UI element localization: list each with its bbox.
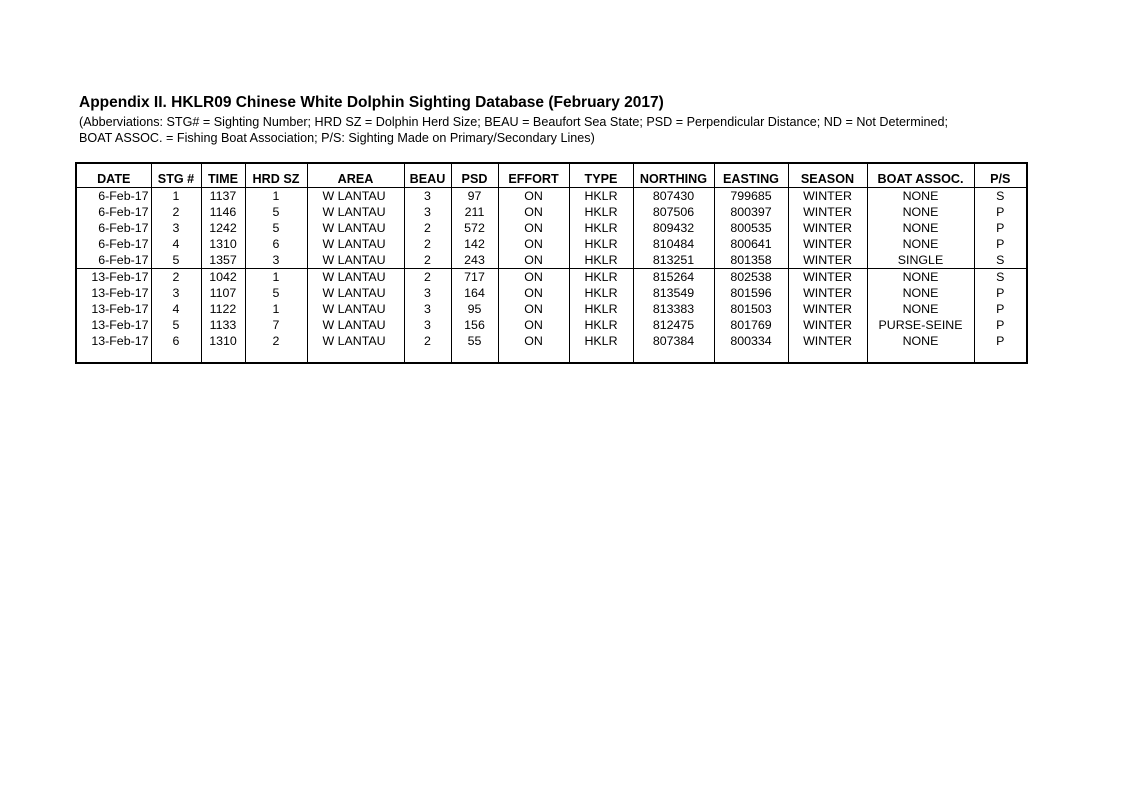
cell-season: WINTER <box>788 236 867 252</box>
cell-type: HKLR <box>569 188 633 205</box>
cell-time: 1357 <box>201 252 245 269</box>
cell-easting: 800535 <box>714 220 788 236</box>
filler-cell <box>974 349 1026 364</box>
cell-stg: 3 <box>151 285 201 301</box>
table-row <box>77 188 1026 205</box>
cell-boat-assoc: NONE <box>867 285 974 301</box>
filler-cell <box>307 349 404 364</box>
cell-northing: 812475 <box>633 317 714 333</box>
abbreviations-line-1: (Abberviations: STG# = Sighting Number; HRD SZ = Dolphin Herd Size; BEAU = Beaufort Sea State; PSD = Perpendicular Distance; ND = Not Determined; <box>79 115 949 129</box>
col-header-beau: BEAU <box>404 164 451 188</box>
cell-northing: 810484 <box>633 236 714 252</box>
cell-stg: 1 <box>151 188 201 205</box>
cell-effort: ON <box>498 252 569 269</box>
cell-season: WINTER <box>788 301 867 317</box>
cell-time: 1133 <box>201 317 245 333</box>
cell-effort: ON <box>498 333 569 349</box>
cell-hrd-sz: 5 <box>245 220 307 236</box>
cell-type: HKLR <box>569 236 633 252</box>
cell-ps: P <box>974 220 1026 236</box>
sighting-table-frame <box>75 162 1028 364</box>
cell-stg: 2 <box>151 204 201 220</box>
cell-hrd-sz: 2 <box>245 333 307 349</box>
cell-northing: 807384 <box>633 333 714 349</box>
cell-ps: P <box>974 285 1026 301</box>
cell-ps: P <box>974 317 1026 333</box>
cell-type: HKLR <box>569 317 633 333</box>
filler-cell <box>498 349 569 364</box>
cell-date: 6-Feb-17 <box>98 237 149 251</box>
table-row <box>77 285 1026 301</box>
cell-ps: P <box>974 204 1026 220</box>
cell-northing: 813383 <box>633 301 714 317</box>
cell-season: WINTER <box>788 252 867 269</box>
cell-time: 1042 <box>201 269 245 286</box>
col-header-psd: PSD <box>451 164 498 188</box>
table-row <box>77 220 1026 236</box>
cell-effort: ON <box>498 269 569 286</box>
cell-psd: 211 <box>451 204 498 220</box>
cell-psd: 97 <box>451 188 498 205</box>
cell-ps: P <box>974 236 1026 252</box>
cell-area: W LANTAU <box>307 285 404 301</box>
cell-time: 1146 <box>201 204 245 220</box>
filler-cell <box>151 349 201 364</box>
table-row <box>77 236 1026 252</box>
cell-boat-assoc: SINGLE <box>867 252 974 269</box>
cell-hrd-sz: 6 <box>245 236 307 252</box>
cell-season: WINTER <box>788 220 867 236</box>
table-row <box>77 204 1026 220</box>
cell-effort: ON <box>498 317 569 333</box>
filler-cell <box>201 349 245 364</box>
cell-psd: 717 <box>451 269 498 286</box>
cell-type: HKLR <box>569 269 633 286</box>
filler-cell <box>404 349 451 364</box>
col-header-northing: NORTHING <box>633 164 714 188</box>
cell-hrd-sz: 5 <box>245 204 307 220</box>
cell-date: 13-Feb-17 <box>91 302 149 316</box>
cell-season: WINTER <box>788 317 867 333</box>
col-header-area: AREA <box>307 164 404 188</box>
cell-date: 6-Feb-17 <box>98 189 149 203</box>
cell-area: W LANTAU <box>307 220 404 236</box>
cell-boat-assoc: NONE <box>867 301 974 317</box>
cell-time: 1310 <box>201 333 245 349</box>
cell-northing: 813549 <box>633 285 714 301</box>
cell-ps: P <box>974 333 1026 349</box>
cell-type: HKLR <box>569 220 633 236</box>
cell-area: W LANTAU <box>307 333 404 349</box>
abbreviations-line-2: BOAT ASSOC. = Fishing Boat Association; P/S: Sighting Made on Primary/Secondary Lines) <box>79 131 595 145</box>
filler-cell <box>714 349 788 364</box>
filler-cell <box>633 349 714 364</box>
cell-easting: 802538 <box>714 269 788 286</box>
cell-hrd-sz: 5 <box>245 285 307 301</box>
cell-effort: ON <box>498 204 569 220</box>
cell-type: HKLR <box>569 252 633 269</box>
cell-beau: 3 <box>404 285 451 301</box>
sighting-table <box>77 164 1026 364</box>
cell-time: 1137 <box>201 188 245 205</box>
cell-type: HKLR <box>569 204 633 220</box>
cell-beau: 2 <box>404 220 451 236</box>
cell-boat-assoc: NONE <box>867 236 974 252</box>
cell-ps: P <box>974 301 1026 317</box>
filler-cell <box>569 349 633 364</box>
cell-easting: 801358 <box>714 252 788 269</box>
cell-stg: 6 <box>151 333 201 349</box>
cell-easting: 801769 <box>714 317 788 333</box>
filler-cell <box>245 349 307 364</box>
cell-effort: ON <box>498 285 569 301</box>
cell-effort: ON <box>498 220 569 236</box>
cell-psd: 164 <box>451 285 498 301</box>
cell-beau: 2 <box>404 269 451 286</box>
cell-area: W LANTAU <box>307 236 404 252</box>
cell-area: W LANTAU <box>307 317 404 333</box>
abbreviations-note <box>79 114 948 146</box>
cell-effort: ON <box>498 236 569 252</box>
filler-cell <box>867 349 974 364</box>
cell-ps: S <box>974 188 1026 205</box>
cell-date: 13-Feb-17 <box>77 269 151 286</box>
cell-type: HKLR <box>569 333 633 349</box>
cell-stg: 3 <box>151 220 201 236</box>
col-header-boat-assoc: BOAT ASSOC. <box>867 164 974 188</box>
col-header-easting: EASTING <box>714 164 788 188</box>
cell-northing: 809432 <box>633 220 714 236</box>
cell-hrd-sz: 1 <box>245 188 307 205</box>
cell-beau: 2 <box>404 333 451 349</box>
cell-season: WINTER <box>788 285 867 301</box>
cell-northing: 813251 <box>633 252 714 269</box>
table-row <box>77 269 1026 286</box>
col-header-stg: STG # <box>151 164 201 188</box>
cell-time: 1122 <box>201 301 245 317</box>
cell-season: WINTER <box>788 204 867 220</box>
cell-boat-assoc: NONE <box>867 204 974 220</box>
cell-stg: 2 <box>151 269 201 286</box>
cell-psd: 95 <box>451 301 498 317</box>
cell-effort: ON <box>498 301 569 317</box>
cell-area: W LANTAU <box>307 204 404 220</box>
cell-type: HKLR <box>569 301 633 317</box>
cell-easting: 800641 <box>714 236 788 252</box>
cell-hrd-sz: 1 <box>245 269 307 286</box>
cell-stg: 5 <box>151 317 201 333</box>
cell-date: 13-Feb-17 <box>91 286 149 300</box>
cell-psd: 55 <box>451 333 498 349</box>
table-filler-row <box>77 349 1026 364</box>
cell-boat-assoc: NONE <box>867 333 974 349</box>
cell-time: 1107 <box>201 285 245 301</box>
cell-easting: 801596 <box>714 285 788 301</box>
cell-hrd-sz: 1 <box>245 301 307 317</box>
cell-date: 6-Feb-17 <box>98 205 149 219</box>
cell-area: W LANTAU <box>307 269 404 286</box>
cell-easting: 800334 <box>714 333 788 349</box>
cell-boat-assoc: NONE <box>867 269 974 286</box>
cell-psd: 156 <box>451 317 498 333</box>
table-row <box>77 333 1026 349</box>
table-row <box>77 252 1026 269</box>
col-header-season: SEASON <box>788 164 867 188</box>
col-header-time: TIME <box>201 164 245 188</box>
cell-hrd-sz: 7 <box>245 317 307 333</box>
cell-beau: 3 <box>404 204 451 220</box>
col-header-ps: P/S <box>974 164 1026 188</box>
col-header-type: TYPE <box>569 164 633 188</box>
cell-date: 13-Feb-17 <box>91 318 149 332</box>
page-title: Appendix II. HKLR09 Chinese White Dolphin Sighting Database (February 2017) <box>79 94 664 111</box>
cell-area: W LANTAU <box>307 252 404 269</box>
table-row <box>77 301 1026 317</box>
cell-stg: 4 <box>151 301 201 317</box>
cell-psd: 572 <box>451 220 498 236</box>
cell-beau: 2 <box>404 236 451 252</box>
cell-beau: 3 <box>404 317 451 333</box>
cell-northing: 815264 <box>633 269 714 286</box>
filler-cell <box>788 349 867 364</box>
table-row <box>77 317 1026 333</box>
cell-northing: 807506 <box>633 204 714 220</box>
cell-easting: 801503 <box>714 301 788 317</box>
cell-type: HKLR <box>569 285 633 301</box>
col-header-effort: EFFORT <box>498 164 569 188</box>
table-header-row <box>77 164 1026 188</box>
cell-date: 6-Feb-17 <box>98 221 149 235</box>
cell-psd: 243 <box>451 252 498 269</box>
table-body <box>77 188 1026 365</box>
cell-hrd-sz: 3 <box>245 252 307 269</box>
cell-date: 13-Feb-17 <box>91 334 149 348</box>
cell-beau: 3 <box>404 301 451 317</box>
cell-boat-assoc: NONE <box>867 220 974 236</box>
cell-beau: 3 <box>404 188 451 205</box>
cell-psd: 142 <box>451 236 498 252</box>
cell-easting: 800397 <box>714 204 788 220</box>
cell-season: WINTER <box>788 333 867 349</box>
cell-boat-assoc: PURSE-SEINE <box>867 317 974 333</box>
cell-northing: 807430 <box>633 188 714 205</box>
cell-season: WINTER <box>788 188 867 205</box>
col-header-date: DATE <box>77 164 151 188</box>
cell-time: 1242 <box>201 220 245 236</box>
cell-effort: ON <box>498 188 569 205</box>
filler-cell <box>77 349 151 364</box>
cell-beau: 2 <box>404 252 451 269</box>
cell-boat-assoc: NONE <box>867 188 974 205</box>
cell-area: W LANTAU <box>307 301 404 317</box>
cell-easting: 799685 <box>714 188 788 205</box>
cell-season: WINTER <box>788 269 867 286</box>
col-header-hrd-sz: HRD SZ <box>245 164 307 188</box>
cell-ps: S <box>974 269 1026 286</box>
cell-date: 6-Feb-17 <box>98 253 149 267</box>
filler-cell <box>451 349 498 364</box>
cell-area: W LANTAU <box>307 188 404 205</box>
cell-stg: 4 <box>151 236 201 252</box>
cell-ps: S <box>974 252 1026 269</box>
cell-time: 1310 <box>201 236 245 252</box>
cell-stg: 5 <box>151 252 201 269</box>
